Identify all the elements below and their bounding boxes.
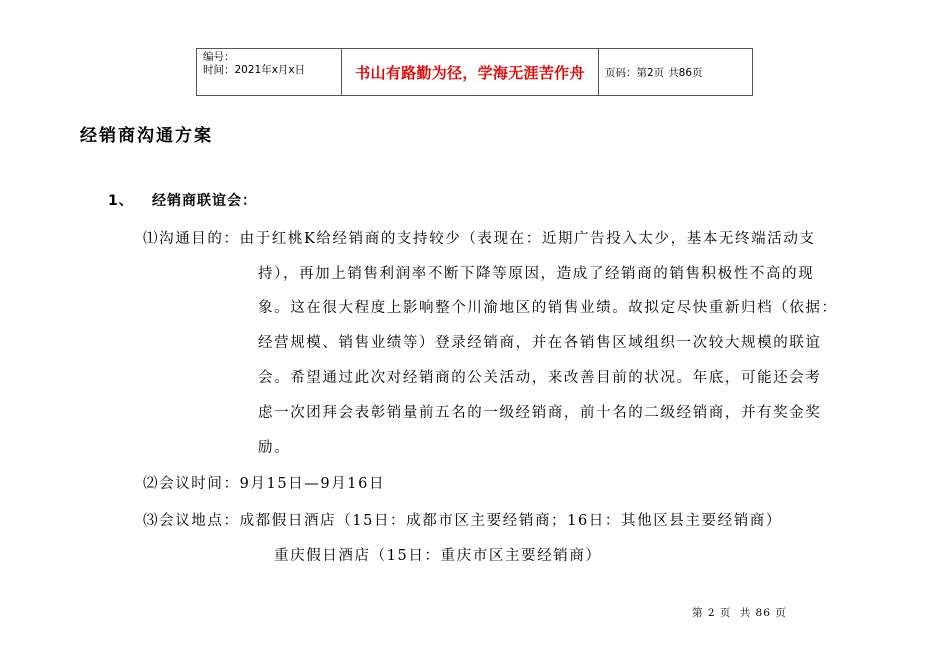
purpose-line-1: ⑴沟通目的：由于红桃K给经销商的支持较少（表现在：近期广告投入太少，基本无终端活动支 xyxy=(143,231,816,247)
header-total-pages: 共86页 xyxy=(668,66,703,79)
document-title: 经销商沟通方案 xyxy=(80,126,213,146)
purpose-line-6: 虑一次团拜会表彰销量前五名的一级经销商，前十名的二级经销商，并有奖金奖 xyxy=(258,405,822,421)
header-motto: 书山有路勤为径，学海无涯苦作舟 xyxy=(342,49,599,95)
document-date: 时间：2021年x月x日 xyxy=(203,64,306,76)
page-footer xyxy=(692,605,791,620)
footer-total-pages: 共 86 页 xyxy=(739,607,787,619)
purpose-line-3: 象。这在很大程度上影响整个川渝地区的销售业绩。故拟定尽快重新归档（依据： xyxy=(258,300,838,316)
header-info-cell xyxy=(197,49,342,95)
header-page-number: 页码：第2页 xyxy=(605,66,665,79)
purpose-line-4: 经营规模、销售业绩等）登录经销商，并在各销售区域组织一次较大规模的联谊 xyxy=(258,335,822,351)
purpose-line-7: 励。 xyxy=(258,440,291,456)
meeting-time: ⑵会议时间：9月15日—9月16日 xyxy=(143,476,386,492)
document-number: 编号： xyxy=(203,51,235,63)
section-number: 1、 xyxy=(108,193,134,209)
purpose-line-5: 会。希望通过此次对经销商的公关活动，来改善目前的状况。年底，可能还会考 xyxy=(258,370,822,386)
meeting-location-2: 重庆假日酒店（15日：重庆市区主要经销商） xyxy=(274,548,602,564)
meeting-location: ⑶会议地点：成都假日酒店（15日：成都市区主要经销商；16日：其他区县主要经销商） xyxy=(143,513,782,529)
header-table xyxy=(196,48,753,96)
section-title: 经销商联谊会： xyxy=(152,193,257,209)
section-heading xyxy=(108,190,257,210)
footer-page-number: 第 2 页 xyxy=(692,607,732,619)
header-page-cell xyxy=(599,49,752,95)
purpose-line-2: 持），再加上销售利润率不断下降等原因，造成了经销商的销售积极性不高的现 xyxy=(258,266,815,282)
